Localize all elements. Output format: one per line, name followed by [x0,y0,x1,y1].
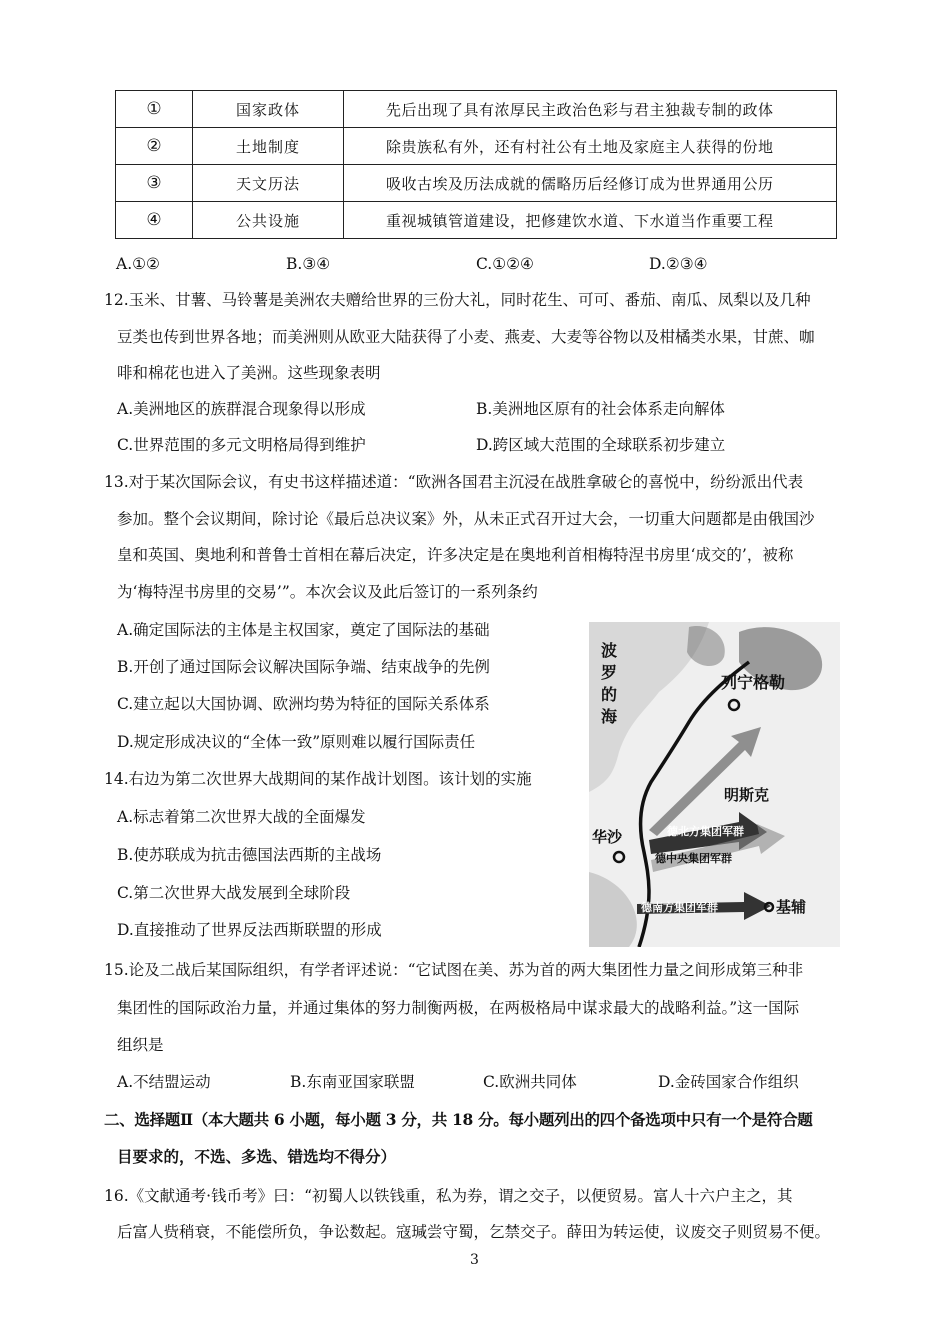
q15-option-a: A.不结盟运动 [117,1073,211,1091]
map-label-sea-1: 波 [601,641,618,660]
row-item: 国家政体 [193,91,344,128]
row-number: ③ [116,165,193,202]
table-row [116,128,837,165]
q12-option-b: B.美洲地区原有的社会体系走向解体 [476,400,725,418]
map-label-kiev: 基辅 [776,898,807,916]
comparison-table [115,90,837,239]
battle-plan-map [589,622,840,947]
row-item: 土地制度 [193,128,344,165]
row-desc: 除贵族私有外，还有村社公有土地及家庭主人获得的份地 [344,128,837,165]
map-label-leningrad: 列宁格勒 [721,673,786,692]
table-row [116,202,837,239]
q11-option-d: D.②③④ [649,255,708,273]
q16-stem-line: 后富人赀稍衰，不能偿所负，争讼数起。寇瑊尝守蜀，乞禁交子。薛田为转运使，议废交子则贸易不便。 [117,1223,831,1241]
q13-option-d: D.规定形成决议的“全体一致”原则难以履行国际责任 [117,733,476,751]
q15-stem-line: 15.论及二战后某国际组织，有学者评述说：“它试图在美、苏为首的两大集团性力量之间形成第三种非 [104,961,804,979]
map-label-minsk: 明斯克 [724,786,770,804]
q12-stem-line: 啡和棉花也进入了美洲。这些现象表明 [117,364,381,382]
map-label-group-south: 德南方集团军群 [641,901,718,914]
map-label-group-north: 德北方集团军群 [667,825,744,838]
q14-stem: 14.右边为第二次世界大战期间的某作战计划图。该计划的实施 [104,770,532,788]
q13-option-b: B.开创了通过国际会议解决国际争端、结束战争的先例 [117,658,490,676]
q15-stem-line: 组织是 [117,1036,164,1054]
q15-option-c: C.欧洲共同体 [483,1073,577,1091]
page-number: 3 [470,1252,479,1268]
table-row [116,91,837,128]
row-desc: 先后出现了具有浓厚民主政治色彩与君主独裁专制的政体 [344,91,837,128]
q15-option-d: D.金砖国家合作组织 [658,1073,799,1091]
q11-option-b: B.③④ [286,255,331,273]
row-number: ② [116,128,193,165]
q13-stem-line: 皇和英国、奥地利和普鲁士首相在幕后决定，许多决定是在奥地利首相梅特涅书房里‘成交的’，被称 [117,546,794,564]
q14-option-d: D.直接推动了世界反法西斯联盟的形成 [117,921,382,939]
row-item: 公共设施 [193,202,344,239]
map-label-group-center: 德中央集团军群 [655,852,732,865]
q12-option-c: C.世界范围的多元文明格局得到维护 [117,436,366,454]
q12-option-a: A.美洲地区的族群混合现象得以形成 [117,400,366,418]
q12-option-d: D.跨区域大范围的全球联系初步建立 [476,436,726,454]
row-item: 天文历法 [193,165,344,202]
table-row [116,165,837,202]
q15-option-b: B.东南亚国家联盟 [290,1073,415,1091]
q15-stem-line: 集团性的国际政治力量，并通过集体的努力制衡两极，在两极格局中谋求最大的战略利益。”这一国际 [117,999,800,1017]
map-drawing [589,622,840,947]
map-label-sea-4: 海 [601,707,618,726]
q13-stem-line: 参加。整个会议期间，除讨论《最后总决议案》外，从未正式召开过大会，一切重大问题都是由俄国沙 [117,510,815,528]
q13-stem-line: 为‘梅特涅书房里的交易’”。本次会议及此后签订的一系列条约 [117,583,538,601]
q11-option-a: A.①② [116,255,160,273]
q12-stem-line: 豆类也传到世界各地；而美洲则从欧亚大陆获得了小麦、燕麦、大麦等谷物以及柑橘类水果，甘蔗、咖 [117,328,815,346]
section-2-heading: 二、选择题Ⅱ（本大题共 6 小题，每小题 3 分，共 18 分。每小题列出的四个备选项中只有一个是符合题 [104,1110,813,1129]
map-label-warsaw: 华沙 [592,828,623,846]
q12-stem-line: 12.玉米、甘薯、马铃薯是美洲农夫赠给世界的三份大礼，同时花生、可可、番茄、南瓜、凤梨以及几种 [104,291,811,309]
q11-option-c: C.①②④ [476,255,534,273]
q14-option-b: B.使苏联成为抗击德国法西斯的主战场 [117,846,382,864]
section-2-heading-cont: 目要求的，不选、多选、错选均不得分） [117,1147,397,1166]
row-number: ④ [116,202,193,239]
q14-option-a: A.标志着第二次世界大战的全面爆发 [117,808,366,826]
q13-option-c: C.建立起以大国协调、欧洲均势为特征的国际关系体系 [117,695,490,713]
map-label-sea-2: 罗 [601,663,618,682]
row-number: ① [116,91,193,128]
row-desc: 吸收古埃及历法成就的儒略历后经修订成为世界通用公历 [344,165,837,202]
q16-stem-line: 16.《文献通考·钱币考》曰：“初蜀人以铁钱重，私为券，谓之交子，以便贸易。富人十六户主之，其 [104,1187,793,1205]
q13-option-a: A.确定国际法的主体是主权国家，奠定了国际法的基础 [117,621,490,639]
map-label-sea-3: 的 [601,685,618,704]
q13-stem-line: 13.对于某次国际会议，有史书这样描述道：“欧洲各国君主沉浸在战胜拿破仑的喜悦中，纷纷派出代表 [104,473,804,491]
q14-option-c: C.第二次世界大战发展到全球阶段 [117,884,351,902]
row-desc: 重视城镇管道建设，把修建饮水道、下水道当作重要工程 [344,202,837,239]
